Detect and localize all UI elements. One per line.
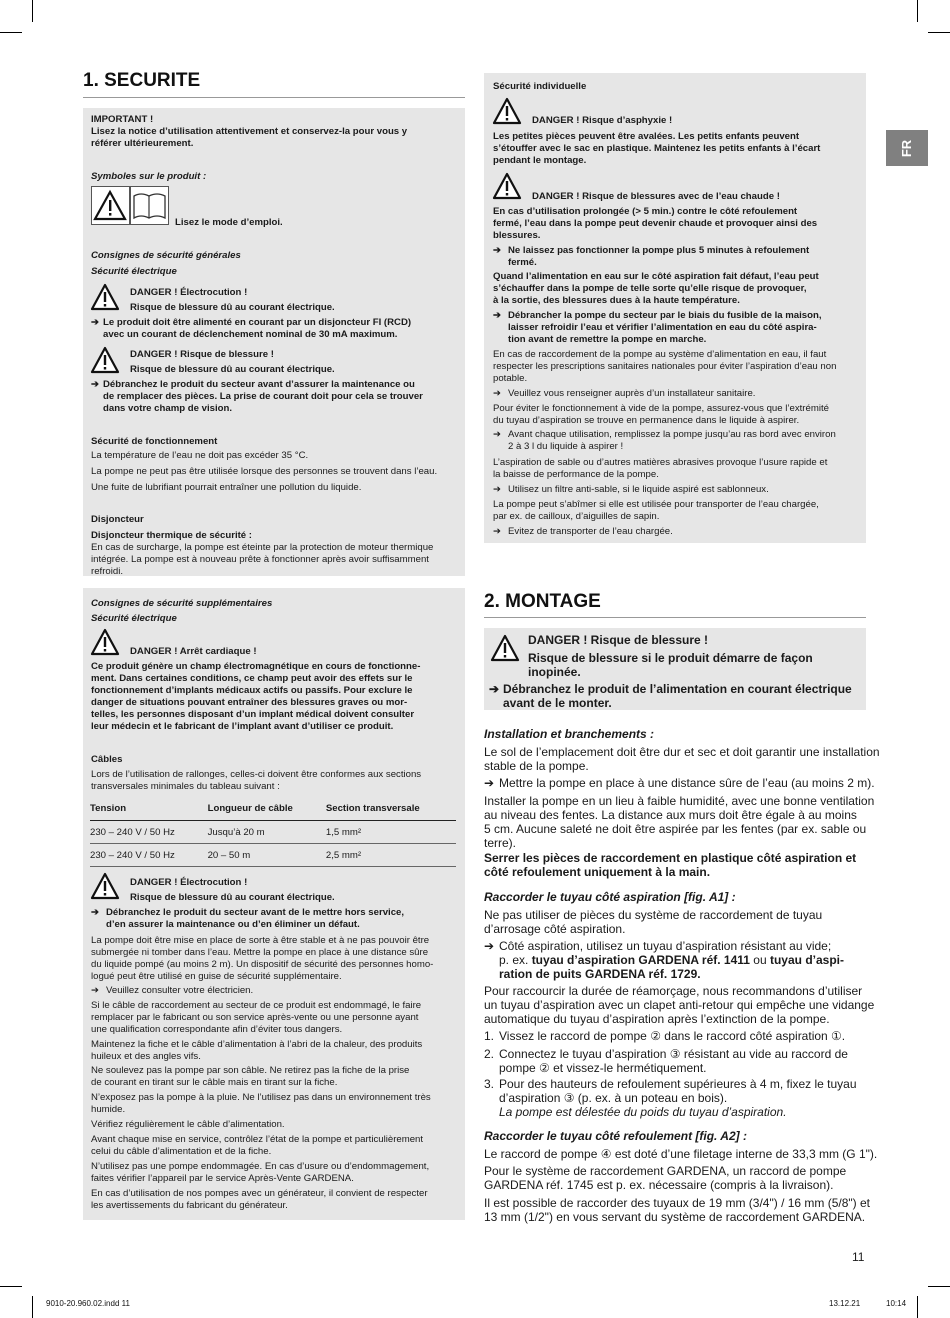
table-cell: 230 – 240 V / 50 Hz	[90, 844, 208, 867]
paragraph: GARDENA réf. 1745 est p. ex. nécessaire (compris à la livraison).	[484, 1178, 834, 1192]
paragraph: remplacer par le fabricant ou son service après-vente ou une personne ayant	[91, 1012, 419, 1023]
cables-text: transversales minimales du tableau suivant :	[91, 781, 280, 792]
arrow-icon: ➔	[91, 379, 100, 390]
paragraph: automatique du tuyau d’aspiration après l’extinction de la pompe.	[484, 1012, 830, 1026]
warning-icon	[90, 346, 120, 374]
text-span: tuyau d’aspi-	[769, 953, 844, 967]
table-row	[90, 844, 456, 867]
breaker-subtitle: Disjoncteur thermique de sécurité :	[91, 530, 252, 541]
cables-title: Câbles	[91, 754, 123, 765]
paragraph: côté refoulement uniquement à la main.	[484, 865, 711, 879]
footer-file: 9010-20.960.02.indd 11	[46, 1299, 130, 1308]
step-text: d’aspiration ③ (p. ex. à un poteau en bois).	[499, 1091, 728, 1105]
instruction: fermé.	[508, 257, 537, 268]
danger-text: Risque de blessure dû au courant électrique.	[130, 892, 335, 903]
paragraph: En cas d’utilisation de nos pompes avec un générateur, il convient de respecter	[91, 1188, 428, 1199]
paragraph: celui du câble d’alimentation et de la fiche.	[91, 1146, 272, 1157]
danger-text: ment. Dans certaines conditions, ce champ peut avoir des effets sur le	[91, 673, 413, 684]
instruction: Débrancher la pompe du secteur par le biais du fusible de la maison,	[508, 310, 822, 321]
danger-text: s’échauffer dans la pompe de telle sorte qu’elle risque de provoquer,	[493, 283, 807, 294]
table-header: Section transversale	[326, 801, 456, 821]
paragraph: La pompe peut s’abîmer si elle est utilisée pour transporter de l’eau chargée,	[493, 499, 819, 510]
paragraph: Le raccord de pompe ④ est doté d’une filetage interne de 33,3 mm (G 1").	[484, 1147, 878, 1161]
instruction	[499, 953, 844, 967]
danger-title: DANGER ! Risque d’asphyxie !	[532, 115, 673, 126]
crop-mark	[928, 1286, 950, 1287]
arrow-icon: ➔	[493, 429, 502, 440]
danger-text: fermé, l’eau dans la pompe peut devenir chaude et provoquer ainsi des	[493, 218, 818, 229]
section-title: 2. MONTAGE	[484, 591, 601, 612]
danger-text: Ce produit génère un champ électromagnétique en cours de fonctionne-	[91, 661, 421, 672]
paragraph: de courant en tirant sur le câble mais en tirant sur la fiche.	[91, 1077, 338, 1088]
crop-mark	[32, 0, 33, 22]
paragraph: Serrer les pièces de raccordement en plastique côté aspiration et	[484, 851, 857, 865]
paragraph: submergée ni tomber dans l’eau. Mettre la pompe en place à une distance sûre	[91, 947, 429, 958]
danger-title: DANGER ! Arrêt cardiaque !	[130, 646, 257, 657]
text-span: p. ex.	[499, 953, 532, 967]
instruction: Utilisez un filtre anti-sable, si le liquide aspiré est sablonneux.	[508, 484, 769, 495]
instruction: Côté aspiration, utilisez un tuyau d’aspiration résistant au vide;	[499, 939, 832, 953]
breaker-text: refroidi.	[91, 566, 123, 577]
step-text: Connectez le tuyau d’aspiration ③ résistant au vide au raccord de	[499, 1047, 848, 1061]
paragraph: respecter les prescriptions sanitaires nationales pour éviter l’aspiration d’eau non	[493, 361, 837, 372]
instruction: laisser refroidir l’eau et vérifier l’alimentation en eau du côté aspira-	[508, 322, 817, 333]
electric-title: Sécurité électrique	[91, 266, 177, 277]
personal-safety-title: Sécurité individuelle	[493, 81, 587, 92]
page-number: 11	[852, 1250, 865, 1264]
step-number: 3.	[484, 1077, 495, 1091]
danger-text: Les petites pièces peuvent être avalées. Les petits enfants peuvent	[493, 131, 800, 142]
paragraph: 13 mm (1/2") en vous servant du système de raccordement GARDENA.	[484, 1210, 866, 1224]
danger-text: telles, les personnes disposant d’un implant médical doivent consulter	[91, 709, 415, 720]
arrow-icon: ➔	[493, 310, 502, 321]
warning-icon	[490, 634, 520, 662]
arrow-icon: ➔	[493, 484, 502, 495]
arrow-icon: ➔	[91, 317, 100, 328]
instruction: Veuillez vous renseigner auprès d’un installateur sanitaire.	[508, 388, 756, 399]
cable-table	[90, 801, 456, 867]
paragraph: du tuyau d’aspiration se trouve en permanence dans le liquide à aspirer.	[493, 415, 800, 426]
instruction: d’en assurer la maintenance ou d’en éliminer un défaut.	[106, 919, 360, 930]
paragraph: une qualification correspondante afin d’éviter tous dangers.	[91, 1024, 343, 1035]
danger-text: pendant le montage.	[493, 155, 587, 166]
section-title: 1. SECURITE	[83, 70, 201, 91]
danger-title: DANGER ! Électrocution !	[130, 877, 248, 888]
crop-mark	[917, 1296, 918, 1318]
important-title: IMPORTANT !	[91, 114, 154, 125]
operation-text: La pompe ne peut pas être utilisée lorsque des personnes se trouvent dans l’eau.	[91, 466, 438, 477]
instruction: dans votre champ de vision.	[103, 403, 233, 414]
arrow-icon: ➔	[91, 907, 100, 918]
table-row	[90, 821, 456, 844]
paragraph: Il est possible de raccorder des tuyaux de 19 mm (3/4") / 16 mm (5/8") et	[484, 1196, 871, 1210]
operation-title: Sécurité de fonctionnement	[91, 436, 218, 447]
paragraph: un tuyau d’aspiration avec un clapet anti-retour qui empêche une vidange	[484, 998, 875, 1012]
paragraph: potable.	[493, 373, 528, 384]
arrow-icon: ➔	[484, 776, 495, 790]
supplementary-title: Consignes de sécurité supplémentaires	[91, 598, 273, 609]
warning-icon	[492, 172, 522, 200]
step-number: 2.	[484, 1047, 495, 1061]
step-number: 1.	[484, 1029, 495, 1043]
table-cell: 20 – 50 m	[208, 844, 326, 867]
crop-mark	[0, 1286, 22, 1287]
table-cell: 1,5 mm²	[326, 821, 456, 844]
step-text: Vissez le raccord de pompe ② dans le raccord côté aspiration ①.	[499, 1029, 846, 1043]
text-span: tuyau d’aspiration GARDENA réf. 1411	[531, 953, 750, 967]
crop-mark	[0, 32, 22, 33]
danger-text: Risque de blessure dû au courant électrique.	[130, 364, 335, 375]
danger-title: DANGER ! Risque de blessure !	[130, 349, 274, 360]
arrow-icon: ➔	[493, 245, 502, 256]
operation-text: Une fuite de lubrifiant pourrait entraîner une pollution du liquide.	[91, 482, 362, 493]
danger-title: DANGER ! Électrocution !	[130, 287, 248, 298]
cables-text: Lors de l’utilisation de rallonges, celles-ci doivent être conformes aux sections	[91, 769, 422, 780]
danger-text: Risque de blessure si le produit démarre de façon	[528, 651, 813, 665]
instruction: Mettre la pompe en place à une distance sûre de l’eau (au moins 2 m).	[499, 776, 875, 790]
instruction: Evitez de transporter de l’eau chargée.	[508, 526, 673, 537]
instruction: Le produit doit être alimenté en courant par un disjoncteur FI (RCD)	[103, 317, 412, 328]
instruction: ration de puits GARDENA réf. 1729.	[499, 967, 701, 981]
arrow-icon: ➔	[493, 526, 502, 537]
warning-icon	[492, 97, 522, 125]
instruction: Débranchez le produit de l’alimentation en courant électrique	[503, 682, 852, 696]
paragraph: stable de la pompe.	[484, 759, 589, 773]
table-cell: 230 – 240 V / 50 Hz	[90, 821, 208, 844]
installation-title: Installation et branchements :	[484, 727, 655, 741]
step-text: La pompe est délestée du poids du tuyau d’aspiration.	[499, 1105, 787, 1119]
warning-icon	[90, 872, 120, 900]
instruction: Débranchez le produit du secteur avant de le mettre hors service,	[106, 907, 405, 918]
divider	[484, 617, 866, 618]
table-header: Tension	[90, 801, 208, 821]
arrow-icon: ➔	[484, 939, 495, 953]
paragraph: faites vérifier l’appareil par le service Après-Vente GARDENA.	[91, 1173, 354, 1184]
footer-date: 13.12.21	[829, 1299, 861, 1308]
paragraph: Pour raccourcir la durée de réamorçage, nous recommandons d’utiliser	[484, 984, 863, 998]
instruction: de remplacer des pièces. La prise de courant doit pour cela se trouver	[103, 391, 423, 402]
important-text: référer ultérieurement.	[91, 138, 194, 149]
breaker-text: intégrée. La pompe est à nouveau prête à fonctionner après avoir suffisamment	[91, 554, 429, 565]
footer-time: 10:14	[886, 1299, 907, 1308]
danger-text: à la sortie, des blessures dues à la haute température.	[493, 295, 740, 306]
warning-icon	[90, 283, 120, 311]
danger-text: fonctionnement d’implants médicaux actifs ou passifs. Pour exclure le	[91, 685, 413, 696]
language-tab: FR	[886, 130, 928, 166]
danger-text: danger de situations pouvant entraîner des blessures graves ou mor-	[91, 697, 408, 708]
paragraph: Avant chaque mise en service, contrôlez l’état de la pompe et particulièrement	[91, 1134, 424, 1145]
paragraph: au niveau des fentes. La distance aux murs doit être égale à au moins	[484, 808, 857, 822]
paragraph: Si le câble de raccordement au secteur de ce produit est endommagé, le faire	[91, 1000, 422, 1011]
important-text: Lisez la notice d’utilisation attentivement et conservez-la pour vous y	[91, 126, 408, 137]
step-text: pompe ② et vissez-le hermétiquement.	[499, 1061, 707, 1075]
danger-text: s’étouffer avec le sac en plastique. Maintenez les petits enfants à l’écart	[493, 143, 821, 154]
text-span: ou	[749, 953, 770, 967]
paragraph: Le sol de l’emplacement doit être dur et sec et doit garantir une installation	[484, 745, 880, 759]
paragraph: du liquide pompé (au moins 2 m). Un dispositif de sécurité des personnes homo-	[91, 959, 434, 970]
arrow-icon: ➔	[489, 682, 500, 696]
paragraph: d’arrosage côté aspiration.	[484, 922, 626, 936]
instruction: Ne laissez pas fonctionner la pompe plus 5 minutes à refoulement	[508, 245, 810, 256]
paragraph: Ne soulevez pas la pompe par son câble. Ne retirez pas la fiche de la prise	[91, 1065, 410, 1076]
divider	[83, 97, 465, 98]
crop-mark	[928, 32, 950, 33]
paragraph: Vérifiez régulièrement le câble d’alimentation.	[91, 1119, 285, 1130]
paragraph: Installer la pompe en un lieu à faible humidité, avec une bonne ventilation	[484, 794, 875, 808]
paragraph: la baisse de performance de la pompe.	[493, 469, 659, 480]
danger-title: DANGER ! Risque de blessure !	[528, 633, 709, 647]
paragraph: N’exposez pas la pompe à la pluie. Ne l’utilisez pas dans un environnement très	[91, 1092, 431, 1103]
paragraph: Pour éviter le fonctionnement à vide de la pompe, assurez-vous que l’extrémité	[493, 403, 829, 414]
crop-mark	[32, 1296, 33, 1318]
paragraph: les avertissements du fabricant du générateur.	[91, 1200, 288, 1211]
electric-title: Sécurité électrique	[91, 613, 177, 624]
general-title: Consignes de sécurité générales	[91, 250, 241, 261]
table-cell: Jusqu’à 20 m	[208, 821, 326, 844]
step-text: Pour des hauteurs de refoulement supérieures à 4 m, fixez le tuyau	[499, 1077, 857, 1091]
instruction: 2 à 3 l du liquide à aspirer !	[508, 441, 624, 452]
breaker-text: En cas de surcharge, la pompe est éteinte par la protection de moteur thermique	[91, 542, 434, 553]
danger-text: Quand l’alimentation en eau sur le côté aspiration fait défaut, l’eau peut	[493, 271, 819, 282]
paragraph: En cas de raccordement de la pompe au système d’alimentation en eau, il faut	[493, 349, 827, 360]
paragraph: Maintenez la fiche et le câble d’alimentation à l’abri de la chaleur, des produits	[91, 1039, 423, 1050]
warning-icon	[90, 628, 120, 656]
danger-text: blessures.	[493, 230, 541, 241]
paragraph: La pompe doit être mise en place de sorte à être stable et à ne pas pouvoir être	[91, 935, 430, 946]
paragraph: Ne pas utiliser de pièces du système de raccordement de tuyau	[484, 908, 823, 922]
danger-text: Risque de blessure dû au courant électrique.	[130, 302, 335, 313]
danger-title: DANGER ! Risque de blessures avec de l’eau chaude !	[532, 191, 780, 202]
instruction: Avant chaque utilisation, remplissez la pompe jusqu’au ras bord avec environ	[508, 429, 836, 440]
instruction: Veuillez consulter votre électricien.	[106, 985, 254, 996]
suction-title: Raccorder le tuyau côté aspiration [fig. A1] :	[484, 890, 736, 904]
paragraph: Pour le système de raccordement GARDENA, un raccord de pompe	[484, 1164, 847, 1178]
paragraph: 5 cm. Aucune saleté ne doit être aspirée par les fentes (par ex. sable ou	[484, 822, 867, 836]
instruction: Débranchez le produit du secteur avant d’assurer la maintenance ou	[103, 379, 415, 390]
paragraph: L’aspiration de sable ou d’autres matières abrasives provoque l’usure rapide et	[493, 457, 828, 468]
operation-text: La température de l’eau ne doit pas excéder 35 °C.	[91, 450, 309, 461]
danger-text: En cas d’utilisation prolongée (> 5 min.) contre le côté refoulement	[493, 206, 798, 217]
instruction: avant de le monter.	[503, 696, 612, 710]
warning-book-icon	[91, 186, 169, 226]
discharge-title: Raccorder le tuyau côté refoulement [fig. A2] :	[484, 1129, 747, 1143]
table-header: Longueur de câble	[208, 801, 326, 821]
paragraph: huileux et des angles vifs.	[91, 1051, 201, 1062]
paragraph: humide.	[91, 1104, 126, 1115]
danger-text: leur médecin et le fabricant de l’implant avant d’utiliser ce produit.	[91, 721, 394, 732]
symbols-text: Lisez le mode d’emploi.	[175, 217, 283, 228]
crop-mark	[917, 0, 918, 22]
arrow-icon: ➔	[91, 985, 100, 996]
paragraph: N’utilisez pas une pompe endommagée. En cas d’usure ou d’endommagement,	[91, 1161, 430, 1172]
arrow-icon: ➔	[493, 388, 502, 399]
danger-text: inopinée.	[528, 665, 581, 679]
instruction: avec un courant de déclenchement nominal de 30 mA maximum.	[103, 329, 398, 340]
breaker-title: Disjoncteur	[91, 514, 144, 525]
paragraph: par ex. de cailloux, d’aiguilles de sapin.	[493, 511, 660, 522]
table-cell: 2,5 mm²	[326, 844, 456, 867]
paragraph: terre).	[484, 836, 517, 850]
paragraph: logué peut être utilisé en guise de sécurité supplémentaire.	[91, 971, 342, 982]
instruction: tion avant de remettre la pompe en marche.	[508, 334, 707, 345]
symbols-title: Symboles sur le produit :	[91, 171, 207, 182]
